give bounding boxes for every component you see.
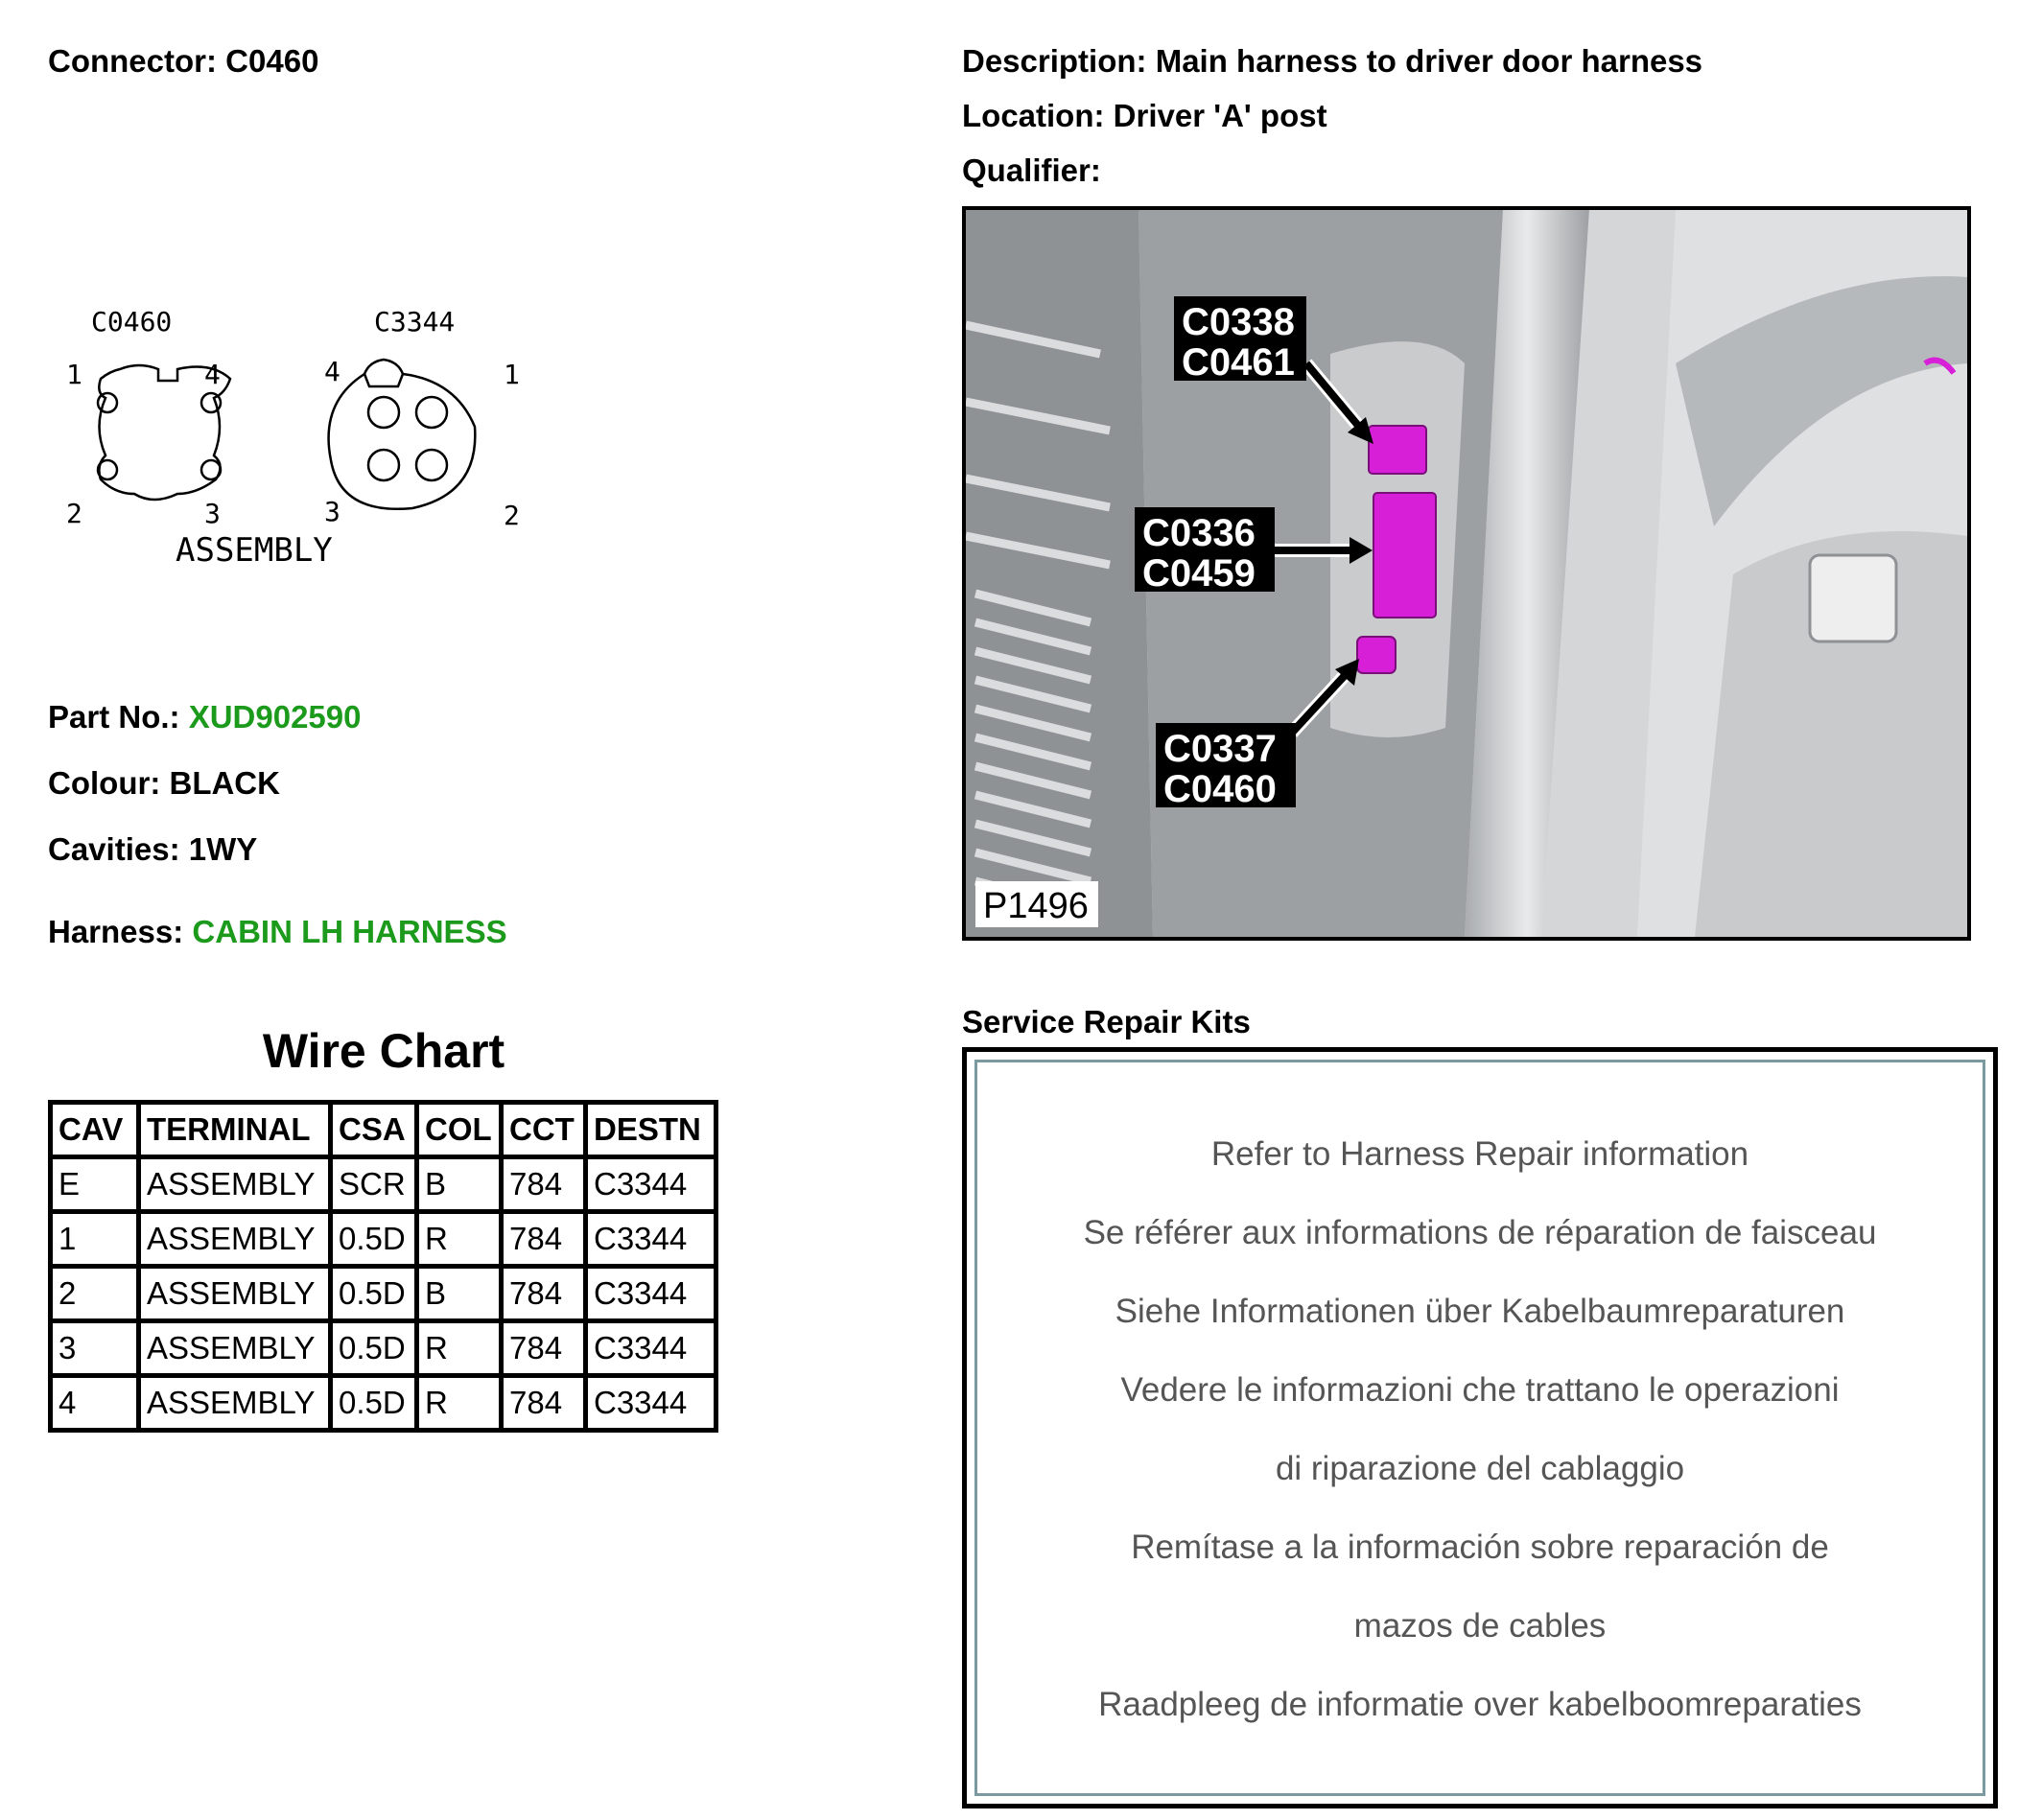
wire-chart-table	[48, 1100, 718, 1433]
table-cell: 3	[51, 1321, 139, 1376]
pin-label: 4	[324, 356, 340, 387]
callout-label: C0336	[1142, 512, 1256, 554]
table-cell: 784	[502, 1157, 586, 1212]
part-number-label: Part No.:	[48, 699, 180, 735]
callout-label: C0338	[1182, 301, 1295, 343]
cavities-label: Cavities:	[48, 831, 180, 867]
callout-label-group-1	[1174, 296, 1306, 384]
table-row	[51, 1212, 716, 1267]
table-cell: 2	[51, 1267, 139, 1321]
pin-label: 1	[66, 359, 82, 390]
qualifier-field	[962, 152, 1101, 190]
table-cell: B	[417, 1267, 502, 1321]
pinout-right-connector	[329, 360, 476, 509]
location-field	[962, 97, 1327, 135]
table-cell: C3344	[586, 1321, 716, 1376]
repair-info-line: mazos de cables	[1353, 1607, 1607, 1645]
repair-info-line: di riparazione del cablaggio	[1275, 1450, 1685, 1487]
callout-label: C0459	[1142, 552, 1256, 595]
table-row	[51, 1321, 716, 1376]
table-cell: 0.5D	[331, 1376, 417, 1431]
column-header: CAV	[51, 1103, 139, 1157]
description-value: Main harness to driver door harness	[1155, 43, 1703, 79]
harness-field	[48, 913, 507, 951]
description-label: Description:	[962, 43, 1147, 79]
repair-info-line: Raadpleeg de informatie over kabelboomreparaties	[1098, 1686, 1862, 1723]
table-cell: 1	[51, 1212, 139, 1267]
pinout-left-name: C0460	[91, 306, 173, 338]
connector-value: C0460	[225, 43, 319, 79]
table-cell: C3344	[586, 1376, 716, 1431]
location-value: Driver 'A' post	[1113, 98, 1327, 133]
table-cell: 784	[502, 1321, 586, 1376]
table-cell: E	[51, 1157, 139, 1212]
pin-label: 3	[204, 498, 221, 529]
table-cell: 0.5D	[331, 1267, 417, 1321]
service-repair-kits-box	[962, 1047, 1998, 1808]
table-cell: ASSEMBLY	[139, 1321, 331, 1376]
colour-label: Colour:	[48, 765, 161, 801]
cavities-value: 1WY	[188, 831, 258, 867]
pin-label: 2	[504, 500, 520, 531]
table-cell: ASSEMBLY	[139, 1157, 331, 1212]
table-cell: B	[417, 1157, 502, 1212]
colour-field	[48, 764, 280, 803]
pinout-caption: ASSEMBLY	[176, 531, 333, 570]
connector-location-image	[962, 206, 1971, 941]
table-cell: ASSEMBLY	[139, 1267, 331, 1321]
part-number-field	[48, 698, 361, 736]
figure-id: P1496	[983, 886, 1089, 926]
table-cell: 4	[51, 1376, 139, 1431]
table-cell: 784	[502, 1376, 586, 1431]
table-row	[51, 1376, 716, 1431]
table-cell: 0.5D	[331, 1321, 417, 1376]
callout-label-group-3	[1156, 723, 1296, 810]
location-label: Location:	[962, 98, 1105, 133]
pin-label: 3	[324, 496, 340, 527]
connector-label: Connector:	[48, 43, 217, 79]
table-row	[51, 1267, 716, 1321]
repair-info-line: Refer to Harness Repair information	[1210, 1135, 1749, 1173]
table-cell: SCR	[331, 1157, 417, 1212]
table-cell: ASSEMBLY	[139, 1212, 331, 1267]
table-header-row	[51, 1103, 716, 1157]
table-cell: ASSEMBLY	[139, 1376, 331, 1431]
colour-value: BLACK	[169, 765, 280, 801]
table-cell: C3344	[586, 1212, 716, 1267]
pin-label: 2	[66, 498, 82, 529]
harness-label: Harness:	[48, 914, 184, 949]
column-header: CSA	[331, 1103, 417, 1157]
repair-info-line: Remítase a la información sobre reparación de	[1131, 1528, 1829, 1566]
description-field	[962, 42, 1702, 81]
table-cell: 784	[502, 1267, 586, 1321]
callout-label: C0461	[1182, 341, 1295, 384]
table-cell: R	[417, 1376, 502, 1431]
table-cell: R	[417, 1212, 502, 1267]
harness-link[interactable]: CABIN LH HARNESS	[192, 914, 507, 949]
repair-info-line: Vedere le informazioni che trattano le operazioni	[1120, 1371, 1840, 1409]
column-header: TERMINAL	[139, 1103, 331, 1157]
table-cell: 0.5D	[331, 1212, 417, 1267]
part-number-link[interactable]: XUD902590	[188, 699, 362, 735]
callout-label-group-2	[1135, 507, 1275, 595]
pin-label: 4	[204, 359, 221, 390]
table-cell: C3344	[586, 1267, 716, 1321]
column-header: COL	[417, 1103, 502, 1157]
callout-label: C0337	[1163, 728, 1277, 770]
table-cell: R	[417, 1321, 502, 1376]
connector-heading	[48, 42, 318, 81]
wire-chart-title: Wire Chart	[262, 1024, 505, 1078]
service-repair-kits-inner-frame	[974, 1060, 1985, 1796]
repair-info-line: Siehe Informationen über Kabelbaumreparaturen	[1115, 1293, 1845, 1330]
column-header: CCT	[502, 1103, 586, 1157]
repair-info-line: Se référer aux informations de réparation de faisceau	[1083, 1214, 1877, 1251]
table-row	[51, 1157, 716, 1212]
qualifier-label: Qualifier:	[962, 152, 1101, 188]
connector-pinout-diagram	[53, 302, 542, 580]
service-repair-kits-title: Service Repair Kits	[962, 1004, 1251, 1039]
pinout-right-name: C3344	[374, 306, 456, 338]
callout-label: C0460	[1163, 768, 1277, 810]
table-cell: C3344	[586, 1157, 716, 1212]
table-cell: 784	[502, 1212, 586, 1267]
pin-label: 1	[504, 359, 520, 390]
cavities-field	[48, 830, 257, 869]
column-header: DESTN	[586, 1103, 716, 1157]
